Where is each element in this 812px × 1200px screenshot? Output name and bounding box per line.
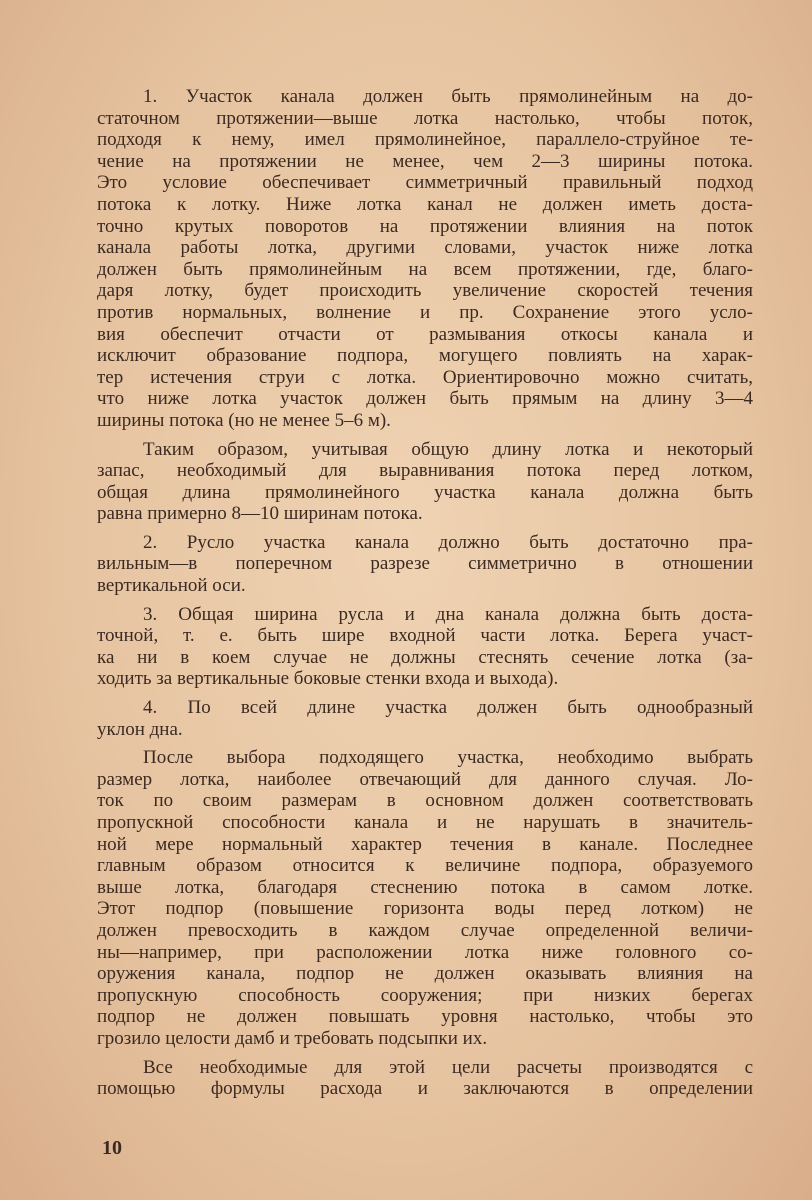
text-line: ходить за вертикальные боковые стенки входа и выхода). xyxy=(97,668,559,690)
text-line: исключит образование подпора, могущего повлиять на харак- xyxy=(97,345,753,367)
text-line: 1. Участок канала должен быть прямолинейным на до- xyxy=(143,86,753,107)
text-line: статочном протяжении—выше лотка настолько, чтобы поток, xyxy=(97,107,753,129)
text-line: общая длина прямолинейного участка канала должна быть xyxy=(97,481,753,503)
text-line: размер лотка, наиболее отвечающий для данного случая. Ло- xyxy=(97,768,753,790)
text-line: пропускной способности канала и не нарушать в значитель- xyxy=(97,812,753,833)
text-line: ширины потока (но не менее 5–6 м). xyxy=(97,409,391,431)
text-line: подходя к нему, имел прямолинейное, параллело-струйное те- xyxy=(97,129,753,151)
text-line: помощью формулы расхода и заключаются в определении xyxy=(97,1078,753,1100)
text-line: канала работы лотка, другими словами, участок ниже лотка xyxy=(97,237,753,259)
paragraph xyxy=(97,747,753,1049)
text-line: ка ни в коем случае не должны стеснять сечение лотка (за- xyxy=(97,646,753,668)
text-line: 4. По всей длине участка должен быть однообразный xyxy=(143,697,753,719)
text-line: равна примерно 8—10 ширинам потока. xyxy=(97,503,423,525)
text-line: вия обеспечит отчасти от размывания откосы канала и xyxy=(97,323,753,345)
text-line: чение на протяжении не менее, чем 2—3 ширины потока. xyxy=(97,150,753,172)
text-line: ток по своим размерам в основном должен соответствовать xyxy=(97,790,753,812)
paragraph xyxy=(97,1057,753,1100)
text-line: потока к лотку. Ниже лотка канал не должен иметь доста- xyxy=(97,193,753,215)
text-line: оружения канала, подпор не должен оказывать влияния на xyxy=(97,963,753,985)
text-line: подпор не должен повышать уровня настолько, чтобы это xyxy=(97,1006,753,1028)
text-line: уклон дна. xyxy=(97,718,183,740)
paragraph xyxy=(97,532,753,597)
text-line: Это условие обеспечивает симметричный правильный подход xyxy=(97,172,753,194)
text-line: 3. Общая ширина русла и дна канала должна быть доста- xyxy=(143,603,753,625)
text-line: что ниже лотка участок должен быть прямым на длину 3—4 xyxy=(97,388,753,410)
text-line: Таким образом, учитывая общую длину лотка и некоторый xyxy=(143,438,753,460)
text-line: пропускную способность сооружения; при низких берегах xyxy=(97,984,753,1006)
text-line: выше лотка, благодаря стеснению потока в самом лотке. xyxy=(97,876,753,898)
text-line: главным образом относится к величине подпора, образуемого xyxy=(97,855,753,877)
text-line: тер истечения струи с лотка. Ориентировочно можно считать, xyxy=(97,366,753,388)
text-line: точно крутых поворотов на протяжении влияния на поток xyxy=(97,215,753,237)
paragraph xyxy=(97,439,753,525)
text-line: Этот подпор (повышение горизонта воды перед лотком) не xyxy=(97,898,753,920)
text-line: После выбора подходящего участка, необходимо выбрать xyxy=(143,747,753,769)
text-line: против нормальных, волнение и пр. Сохранение этого усло- xyxy=(97,301,753,323)
page-body xyxy=(97,86,753,1107)
paragraph xyxy=(97,697,753,740)
text-line: грозило целости дамб и требовать подсыпки их. xyxy=(97,1027,488,1049)
text-line: точной, т. е. быть шире входной части лотка. Берега участ- xyxy=(97,625,753,647)
text-line: должен быть прямолинейным на всем протяжении, где, благо- xyxy=(97,258,753,280)
text-line: Все необходимые для этой цели расчеты производятся с xyxy=(143,1056,753,1078)
text-line: вертикальной оси. xyxy=(97,575,246,597)
paragraph xyxy=(97,86,753,432)
paragraph xyxy=(97,604,753,690)
text-line: должен превосходить в каждом случае определенной величи- xyxy=(97,919,753,941)
text-line: даря лотку, будет происходить увеличение скоростей течения xyxy=(97,280,753,302)
text-line: ны—например, при расположении лотка ниже головного со- xyxy=(97,941,753,963)
text-line: ной мере нормальный характер течения в канале. Последнее xyxy=(97,833,753,855)
page-number: 10 xyxy=(102,1137,122,1159)
text-line: запас, необходимый для выравнивания потока перед лотком, xyxy=(97,460,753,482)
text-line: вильным—в поперечном разрезе симметрично в отношении xyxy=(97,553,753,575)
text-line: 2. Русло участка канала должно быть достаточно пра- xyxy=(143,531,753,553)
